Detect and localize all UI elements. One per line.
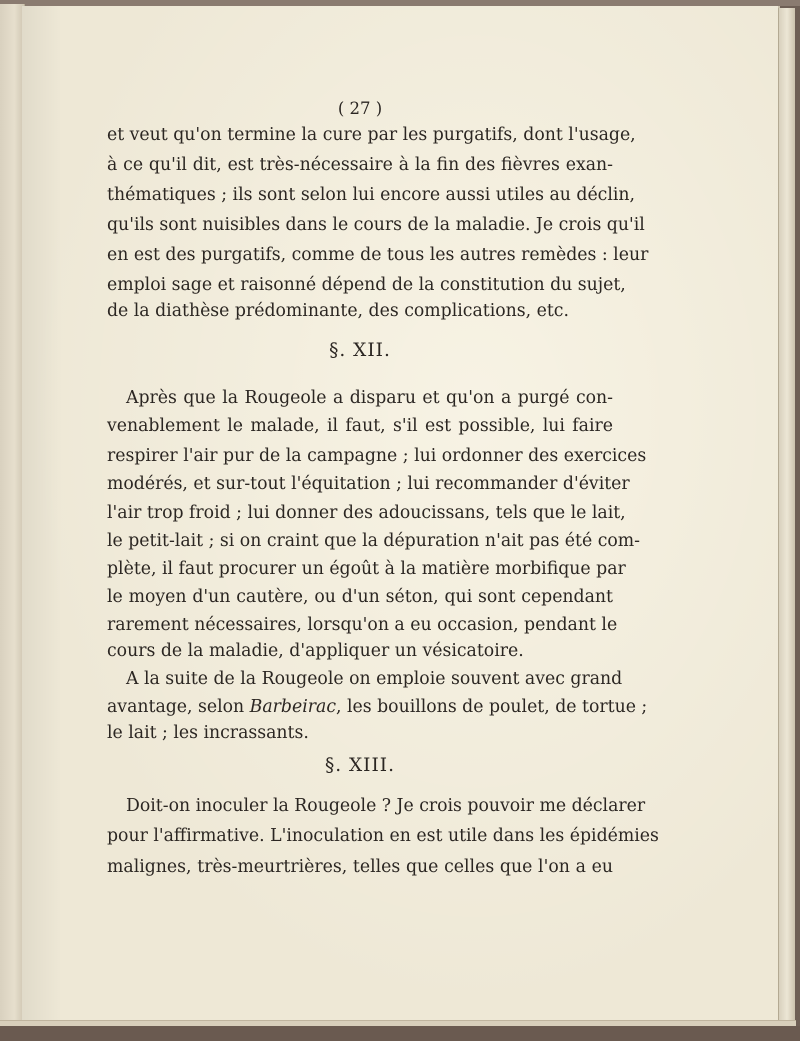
scan-backdrop-bottom xyxy=(0,1026,800,1041)
paragraph1-line: de la diathèse prédominante, des complications, etc. xyxy=(107,301,569,321)
paragraph2-line: venablement le malade, il faut, s'il est possible, lui faire xyxy=(107,416,613,436)
paragraph2-line: Après que la Rougeole a disparu et qu'on a purgé con- xyxy=(126,388,613,408)
paragraph2-line: modérés, et sur-tout l'équitation ; lui recommander d'éviter xyxy=(107,474,630,494)
paragraph1-line: thématiques ; ils sont selon lui encore aussi utiles au déclin, xyxy=(107,185,636,205)
right-page-edge xyxy=(778,8,795,1022)
paragraph2-line: rarement nécessaires, lorsqu'on a eu occasion, pendant le xyxy=(107,615,618,635)
paragraph3-line: A la suite de la Rougeole on emploie souvent avec grand xyxy=(126,669,623,689)
section-heading-xii: §. XII. xyxy=(329,340,391,361)
paragraph3-text: avantage, selon xyxy=(107,697,250,717)
paragraph2-line: le moyen d'un cautère, ou d'un séton, qui sont cependant xyxy=(107,587,613,607)
section-heading-xiii: §. XIII. xyxy=(325,755,395,776)
paragraph3-text: , les bouillons de poulet, de tortue ; xyxy=(336,697,648,717)
paragraph3-line: le lait ; les incrassants. xyxy=(107,723,309,743)
paragraph2-line: respirer l'air pur de la campagne ; lui ordonner des exercices xyxy=(107,446,647,466)
paragraph2-line: l'air trop froid ; lui donner des adoucissans, tels que le lait, xyxy=(107,503,626,523)
paragraph4-line: malignes, très-meurtrières, telles que celles que l'on a eu xyxy=(107,857,613,877)
paragraph2-line: cours de la maladie, d'appliquer un vésicatoire. xyxy=(107,641,524,661)
paragraph1-line: emploi sage et raisonné dépend de la constitution du sujet, xyxy=(107,275,626,295)
paragraph2-line: le petit-lait ; si on craint que la dépuration n'ait pas été com- xyxy=(107,531,641,551)
author-name: Barbeirac xyxy=(249,697,336,717)
paragraph2-line: plète, il faut procurer un égoût à la matière morbifique par xyxy=(107,559,626,579)
paragraph1-line: et veut qu'on termine la cure par les purgatifs, dont l'usage, xyxy=(107,125,636,145)
paragraph4-line: Doit-on inoculer la Rougeole ? Je crois pouvoir me déclarer xyxy=(126,796,646,816)
paragraph1-line: en est des purgatifs, comme de tous les autres remèdes : leur xyxy=(107,245,649,265)
page-number: ( 27 ) xyxy=(337,99,383,118)
paragraph1-line: qu'ils sont nuisibles dans le cours de la maladie. Je crois qu'il xyxy=(107,215,645,235)
paragraph4-line: pour l'affirmative. L'inoculation en est utile dans les épidémies xyxy=(107,826,659,846)
paragraph1-line: à ce qu'il dit, est très-nécessaire à la fin des fièvres exan- xyxy=(107,155,613,175)
